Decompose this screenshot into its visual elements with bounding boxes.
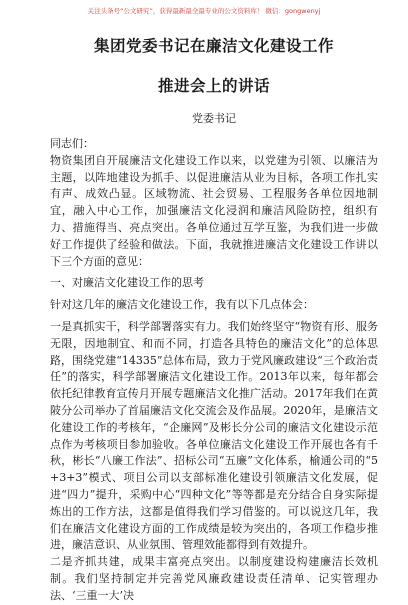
promo-banner: 关注头条号“公文研究”，获得最新最全最专业的公文资料库！ 微信：gongwenyj xyxy=(87,7,321,15)
paragraph-point-1: 一是真抓实干，科学部署落实有力。我们始终坚守“物资有形、服务无限，因地制宜、和而不同，打造各具特色的廉洁文化”的总体思路，围绕党建“14335”总体布局，致力于党风廉政建设“三个政治责任”的落实，科学部署廉洁文化建设工作。2013年以来，每年都会依托纪律教育宣传月开展专题廉洁文化推广活动。2017年我们在黄陂分公司举办了首届廉洁文化交流会及作品展。2020年，是廉洁文化建设工作的考核年，“企廉网”及彬长分公司的廉洁文化建设示范点作为考核项目参加验收。各单位廉洁文化建设工作开展也各有千秋，彬长“八廉工作法”、招标公司“五廉”文化体系，榆通公司的“5+3+3”模式、项目公司以支部标准化建设引领廉洁文化发展，促进“四力”提升，采购中心“四种文化”等等都是充分结合自身实际提炼出的工作方法，这都是值得我们学习借鉴的。可以说这几年，我们在廉洁文化建设方面的工作成绩是较为突出的，各项工作稳步推进，廉洁意识、从业氛围、管理效能都得到有效提升。 xyxy=(50,319,378,552)
paragraph-point-2: 二是齐抓共建，成果丰富亮点突出。以制度建设构建廉洁长效机制。我们坚持制定并完善党风廉政建设责任清单、记实管理办法、‘三重一大’决 xyxy=(50,555,378,602)
paragraph-intro: 物资集团自开展廉洁文化建设工作以来，以党建为引领、以廉洁为主题，以阵地建设为抓手、以促进廉洁从业为目标，各项工作扎实有声、成效凸显。区域物流、社会贸易、工程服务各单位因地制宜，融入中心工作，加强廉洁文化浸润和廉洁风险防控，组织有力、措施得当、亮点突出。各单位通过互学互鉴，为我们进一步做好工作提供了经验和做法。下面，我就推进廉洁文化建设工作讲以下三个方面的意见： xyxy=(50,153,378,268)
section-heading-1: 一、对廉洁文化建设工作的思考 xyxy=(50,276,204,290)
document-title: 集团党委书记在廉洁文化建设工作 xyxy=(93,36,334,55)
document xyxy=(50,36,378,605)
author-line: 党委书记 xyxy=(192,112,236,125)
document-subtitle: 推进会上的讲话 xyxy=(157,76,270,95)
paragraph-lead: 针对这几年的廉洁文化建设工作，我有以下几点体会： xyxy=(50,298,314,312)
greeting: 同志们： xyxy=(50,137,94,150)
